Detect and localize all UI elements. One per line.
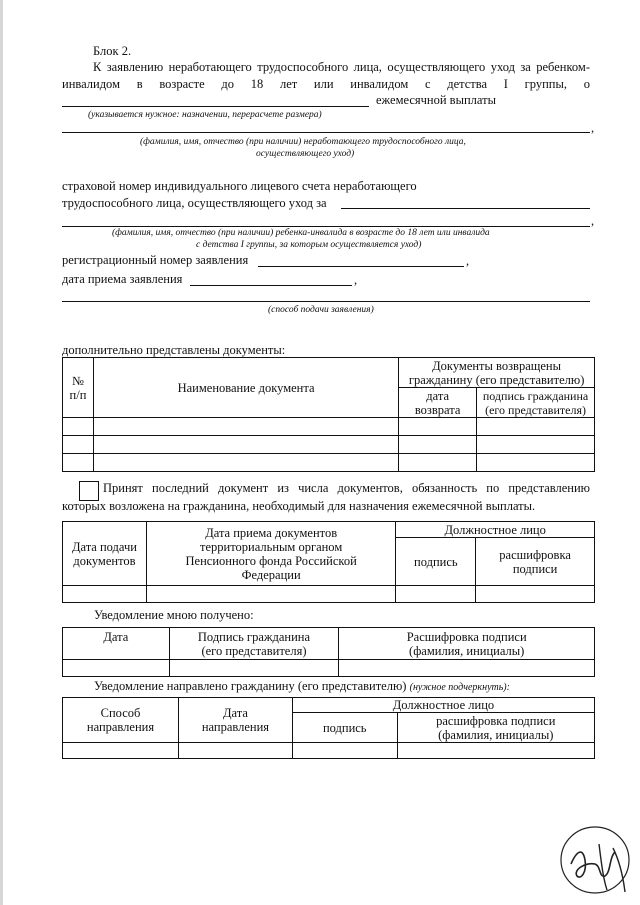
table-row	[63, 743, 595, 759]
method-field[interactable]	[62, 301, 590, 302]
col-name-header: Наименование документа	[93, 358, 398, 418]
date-field[interactable]	[190, 285, 352, 286]
hint-caregiver-2: осуществляющего уход)	[256, 149, 355, 159]
document-name-cell[interactable]	[93, 418, 398, 436]
signature-cell[interactable]	[477, 436, 595, 454]
signature-cell[interactable]	[477, 418, 595, 436]
comma-1: ,	[591, 121, 595, 135]
return-date-cell[interactable]	[399, 418, 477, 436]
caregiver-name-field[interactable]	[62, 132, 590, 133]
handwritten-signature	[555, 820, 633, 900]
documents-caption: дополнительно представлены документы:	[62, 343, 286, 357]
table-row	[63, 660, 595, 677]
col-signature-header: подпись	[292, 713, 397, 743]
table-row	[63, 586, 595, 603]
snils-line-2: трудоспособного лица, осуществляющего уход за	[62, 196, 327, 210]
table-row	[63, 418, 595, 436]
col-signature-header: подпись	[396, 538, 476, 586]
documents-table	[62, 357, 595, 472]
notice-sent-table	[62, 697, 595, 759]
hint-method: (способ подачи заявления)	[268, 305, 374, 315]
reg-number-label: регистрационный номер заявления	[62, 253, 249, 267]
comma-2: ,	[591, 214, 595, 228]
col-decoding-header: расшифровка подписи (фамилия, инициалы)	[397, 713, 594, 743]
comma-4: ,	[354, 273, 358, 287]
intro-line-2: инвалидом в возрасте до 18 лет или инвалидом с детства I группы, о	[62, 77, 590, 91]
submission-table	[62, 521, 595, 603]
notice-received-table	[62, 627, 595, 677]
col-submit-date-header: Дата подачи документов	[63, 522, 147, 586]
hint-child-1: (фамилия, имя, отчество (при наличии) ребенка-инвалида в возрасте до 18 лет или инвалида	[112, 228, 490, 238]
return-date-cell[interactable]	[399, 436, 477, 454]
child-name-field-top[interactable]	[341, 208, 590, 209]
document-name-cell[interactable]	[93, 454, 398, 472]
date-label: дата приема заявления	[62, 272, 183, 286]
hint-child-2: с детства I группы, за которым осуществляется уход)	[196, 240, 422, 250]
comma-3: ,	[466, 254, 470, 268]
col-return-date-header: дата возврата	[399, 388, 477, 418]
notice-received-title: Уведомление мною получено:	[94, 608, 254, 622]
snils-line-1: страховой номер индивидуального лицевого счета неработающего	[62, 179, 417, 193]
col-returned-header: Документы возвращены гражданину (его представителю)	[399, 358, 595, 388]
col-decoding-header: расшифровка подписи	[476, 538, 595, 586]
accepted-line-2: которых возложена на гражданина, необходимый для назначения ежемесячной выплаты.	[62, 499, 536, 513]
hint-caregiver-1: (фамилия, имя, отчество (при наличии) неработающего трудоспособного лица,	[140, 137, 466, 147]
col-num-header: № п/п	[63, 358, 94, 418]
col-signature-header: подпись гражданина (его представителя)	[477, 388, 595, 418]
scan-edge	[0, 0, 3, 905]
col-signature-header: Подпись гражданина (его представителя)	[169, 628, 339, 660]
table-row	[63, 454, 595, 472]
col-date-header: Дата	[63, 628, 170, 660]
child-name-field[interactable]	[62, 226, 590, 227]
col-date-header: Дата направления	[178, 698, 292, 743]
col-method-header: Способ направления	[63, 698, 179, 743]
notice-sent-title: Уведомление направлено гражданину (его представителю) (нужное подчеркнуть):	[94, 679, 510, 693]
document-name-cell[interactable]	[93, 436, 398, 454]
block-title: Блок 2.	[93, 44, 132, 58]
signature-cell[interactable]	[477, 454, 595, 472]
col-receipt-date-header: Дата приема документов территориальным органом Пенсионного фонда Российской Федерации	[146, 522, 395, 586]
reg-number-field[interactable]	[258, 266, 464, 267]
return-date-cell[interactable]	[399, 454, 477, 472]
monthly-payment-text: ежемесячной выплаты	[376, 93, 496, 107]
col-official-header: Должностное лицо	[396, 522, 595, 538]
hint-purpose: (указывается нужное: назначении, перерасчете размера)	[88, 110, 322, 120]
intro-line-1: К заявлению неработающего трудоспособного лица, осуществляющего уход за ребенком-	[93, 60, 590, 74]
col-official-header: Должностное лицо	[292, 698, 594, 713]
purpose-field[interactable]	[62, 106, 369, 107]
accepted-line-1: Принят последний документ из числа документов, обязанность по представлению	[103, 481, 590, 495]
table-row	[63, 436, 595, 454]
accepted-checkbox[interactable]	[79, 481, 99, 501]
col-decoding-header: Расшифровка подписи (фамилия, инициалы)	[339, 628, 595, 660]
